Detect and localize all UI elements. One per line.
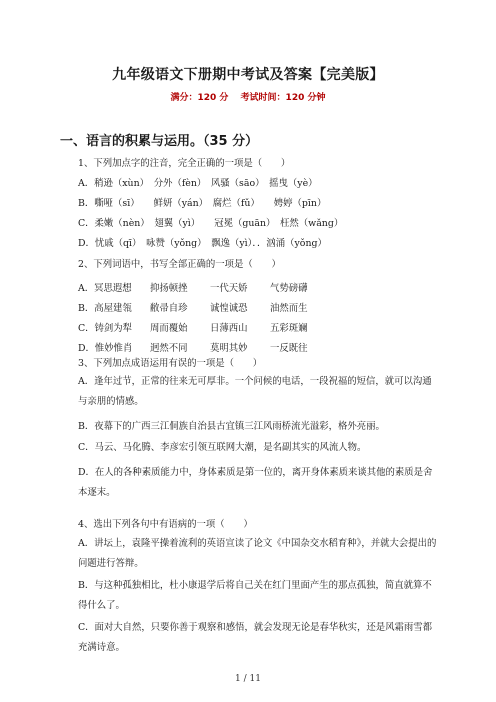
question-2-b-word-4: 油然而生 bbox=[270, 303, 308, 314]
question-2-stem: 2、下列词语中，书写全部正确的一项是（ ） bbox=[78, 259, 281, 270]
question-3-option-d: D．在人的各种素质能力中，身体素质是第一位的，离开身体素质来谈其他的素质是舍本逐末。 bbox=[78, 467, 433, 498]
question-2-b-word-2: 敝帚自珍 bbox=[150, 303, 188, 314]
question-2-a-word-2: 抑扬顿挫 bbox=[150, 283, 188, 294]
question-2-d-word-2: 迥然不同 bbox=[150, 343, 188, 354]
question-1-option-a: A．稍逊（xùn） 分外（fèn） 风骚（sāo） 摇曳（yè） bbox=[78, 178, 318, 189]
question-4-option-b: B．与这种孤独相比，杜小康退学后将自己关在红门里面产生的那点孤独，简直就算不得什么了。 bbox=[78, 580, 432, 611]
section-heading: 一、语言的积累与运用。（35 分） bbox=[60, 134, 259, 149]
page-number: 1 / 11 bbox=[235, 674, 261, 684]
question-2-a-word-3: 一代天娇 bbox=[210, 283, 248, 294]
question-2-b-word-3: 诚惶诚恐 bbox=[210, 303, 248, 314]
question-4-stem: 4、选出下列各句中有语病的一项（ ） bbox=[78, 519, 253, 530]
question-2-a-word-1: A．冥思遐想 bbox=[78, 283, 132, 294]
exam-info: 满分：120 分 考试时间：120 分钟 bbox=[170, 93, 326, 103]
question-4-option-c: C．面对大自然，只要你善于观察和感悟，就会发现无论是春华秋实，还是风霜雨雪都充满诗意。 bbox=[78, 622, 433, 653]
page-title: 九年级语文下册期中考试及答案【完美版】 bbox=[112, 67, 384, 83]
question-2-b-word-1: B．高屋建瓴 bbox=[78, 303, 132, 314]
question-1-option-b: B．嘶哑（sī） 鲜妍（yán） 腐烂（fǔ） 娉婷（pīn） bbox=[78, 198, 327, 209]
question-2-d-word-3: 莫明其妙 bbox=[210, 343, 248, 354]
question-2-c-word-1: C．铸剑为犁 bbox=[78, 323, 133, 334]
question-2-c-word-3: 日薄西山 bbox=[210, 323, 248, 334]
question-4-option-a: A．讲坛上，袁隆平操着流利的英语宣读了论文《中国杂交水稻育种》，并就大会提出的问题进行答辩。 bbox=[78, 538, 437, 569]
question-3-stem: 3、下列加点成语运用有误的一项是（ ） bbox=[78, 358, 263, 369]
question-3-option-b: B．夜幕下的广西三江侗族自治县古宜镇三江风雨桥流光溢彩，格外亮丽。 bbox=[78, 421, 385, 432]
question-2-d-word-4: 一反既往 bbox=[270, 343, 308, 354]
question-2-c-word-4: 五彩斑斓 bbox=[270, 323, 308, 334]
question-1-option-c: C．柔嫩（nèn） 翅翼（yì） 冠冕（guān） 枉然（wǎng） bbox=[78, 218, 344, 229]
question-1-stem: 1、下列加点字的注音，完全正确的一项是（ ） bbox=[78, 158, 291, 169]
question-3-option-c: C．马云、马化腾、李彦宏引领互联网大潮，是名副其实的风流人物。 bbox=[78, 442, 367, 453]
question-1-option-d: D．忧戚（qī） 咏赞（yǒng） 飘逸（yì）．．汹涌（yǒng） bbox=[78, 238, 327, 249]
question-2-d-word-1: D．惟妙惟肖 bbox=[78, 343, 133, 354]
question-2-c-word-2: 周而覆始 bbox=[150, 323, 188, 334]
question-3-option-a: A．逢年过节，正常的往来无可厚非。一个问候的电话，一段祝福的短信，就可以沟通与亲朋的情感。 bbox=[78, 376, 432, 407]
question-2-a-word-4: 气势磅礴 bbox=[270, 283, 308, 294]
